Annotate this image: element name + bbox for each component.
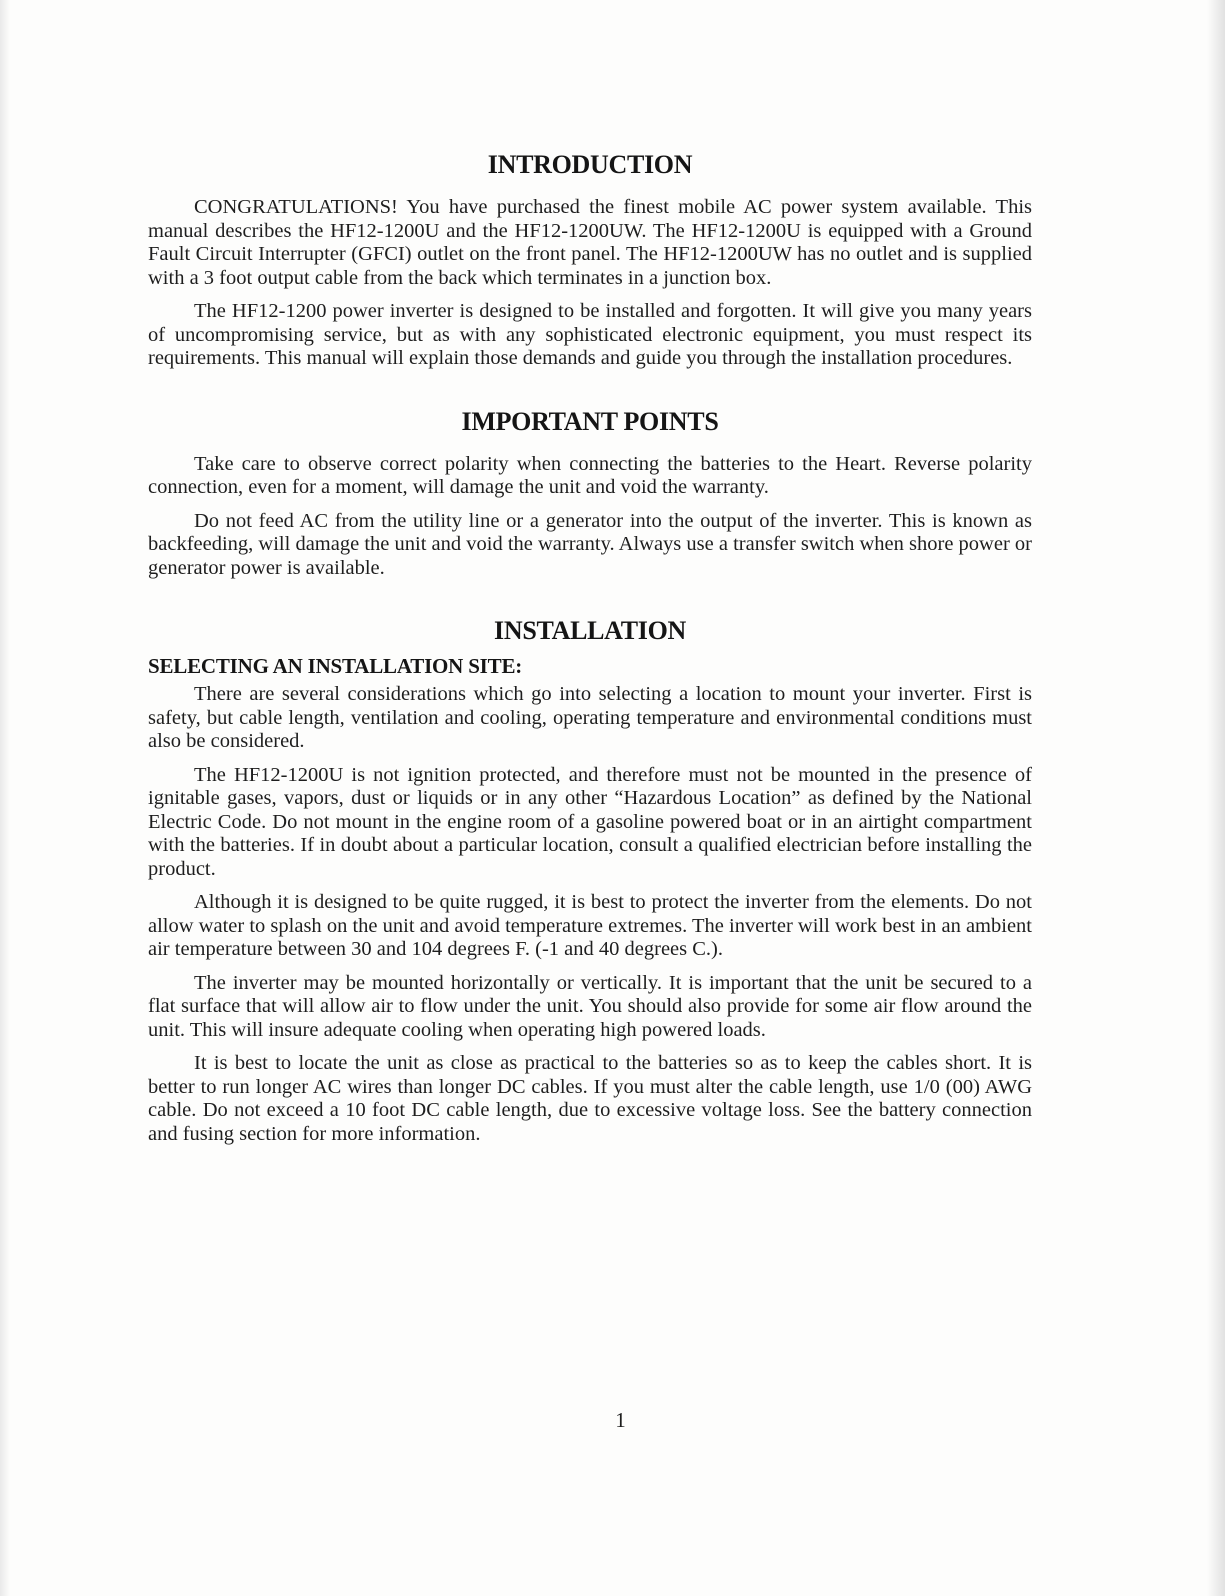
scan-edge-left xyxy=(0,0,10,1596)
installation-paragraph-2: The HF12-1200U is not ignition protected, and therefore must not be mounted in the presence of ignitable gases, vapors, dust or liquids or in any other “Hazardous Location” as defined by the National Electric Code. Do not mount in the engine room of a gasoline powered boat or in an airtight compartment with the batteries. If in doubt about a particular location, consult a qualified electrician before installing the product. xyxy=(148,763,1032,880)
introduction-paragraph-2: The HF12-1200 power inverter is designed to be installed and forgotten. It will give you many years of uncompromising service, but as with any sophisticated electronic equipment, you must respect its requirements. This manual will explain those demands and guide you through the installation procedures. xyxy=(148,300,1032,369)
installation-paragraph-5: It is best to locate the unit as close as practical to the batteries so as to keep the cables short. It is better to run longer AC wires than longer DC cables. If you must alter the cable length, use 1/0 (00) AWG cable. Do not exceed a 10 foot DC cable length, due to excessive voltage loss. See the battery connection and fusing section for more information. xyxy=(148,1052,1032,1145)
section-important-points xyxy=(148,407,1032,581)
scan-edge-right xyxy=(1207,0,1225,1596)
important-points-heading: IMPORTANT POINTS xyxy=(461,406,719,436)
installation-paragraph-4: The inverter may be mounted horizontally or vertically. It is important that the unit be secured to a flat surface that will allow air to flow under the unit. You should also provide for some air flow around the unit. This will insure adequate cooling when operating high powered loads. xyxy=(148,971,1032,1041)
section-introduction xyxy=(148,150,1032,371)
installation-heading: INSTALLATION xyxy=(494,616,686,645)
important-points-paragraph-2: Do not feed AC from the utility line or a generator into the output of the inverter. This is known as backfeeding, will damage the unit and void the warranty. Always use a transfer switch when shore power or generator power is available. xyxy=(148,509,1032,579)
installation-paragraph-3: Although it is designed to be quite rugged, it is best to protect the inverter from the elements. Do not allow water to splash on the unit and avoid temperature extremes. The inverter will work best in an ambient air temperature between 30 and 104 degrees F. (-1 and 40 degrees C.). xyxy=(148,891,1032,960)
page-content xyxy=(148,150,1032,1146)
introduction-heading: INTRODUCTION xyxy=(487,150,693,179)
installation-site-subheading: SELECTING AN INSTALLATION SITE: xyxy=(148,654,523,678)
installation-paragraph-1: There are several considerations which go into selecting a location to mount your inverter. First is safety, but cable length, ventilation and cooling, operating temperature and environmental conditions must also be considered. xyxy=(148,683,1032,752)
page-number: 1 xyxy=(615,1408,626,1432)
introduction-paragraph-1: CONGRATULATIONS! You have purchased the finest mobile AC power system available. This manual describes the HF12-1200U and the HF12-1200UW. The HF12-1200U is equipped with a Ground Fault Circuit Interrupter (GFCI) outlet on the front panel. The HF12-1200UW has no outlet and is supplied with a 3 foot output cable from the back which terminates in a junction box. xyxy=(148,196,1032,289)
section-installation xyxy=(148,616,1032,1146)
important-points-paragraph-1: Take care to observe correct polarity when connecting the batteries to the Heart. Reverse polarity connection, even for a moment, will damage the unit and void the warranty. xyxy=(148,452,1032,498)
